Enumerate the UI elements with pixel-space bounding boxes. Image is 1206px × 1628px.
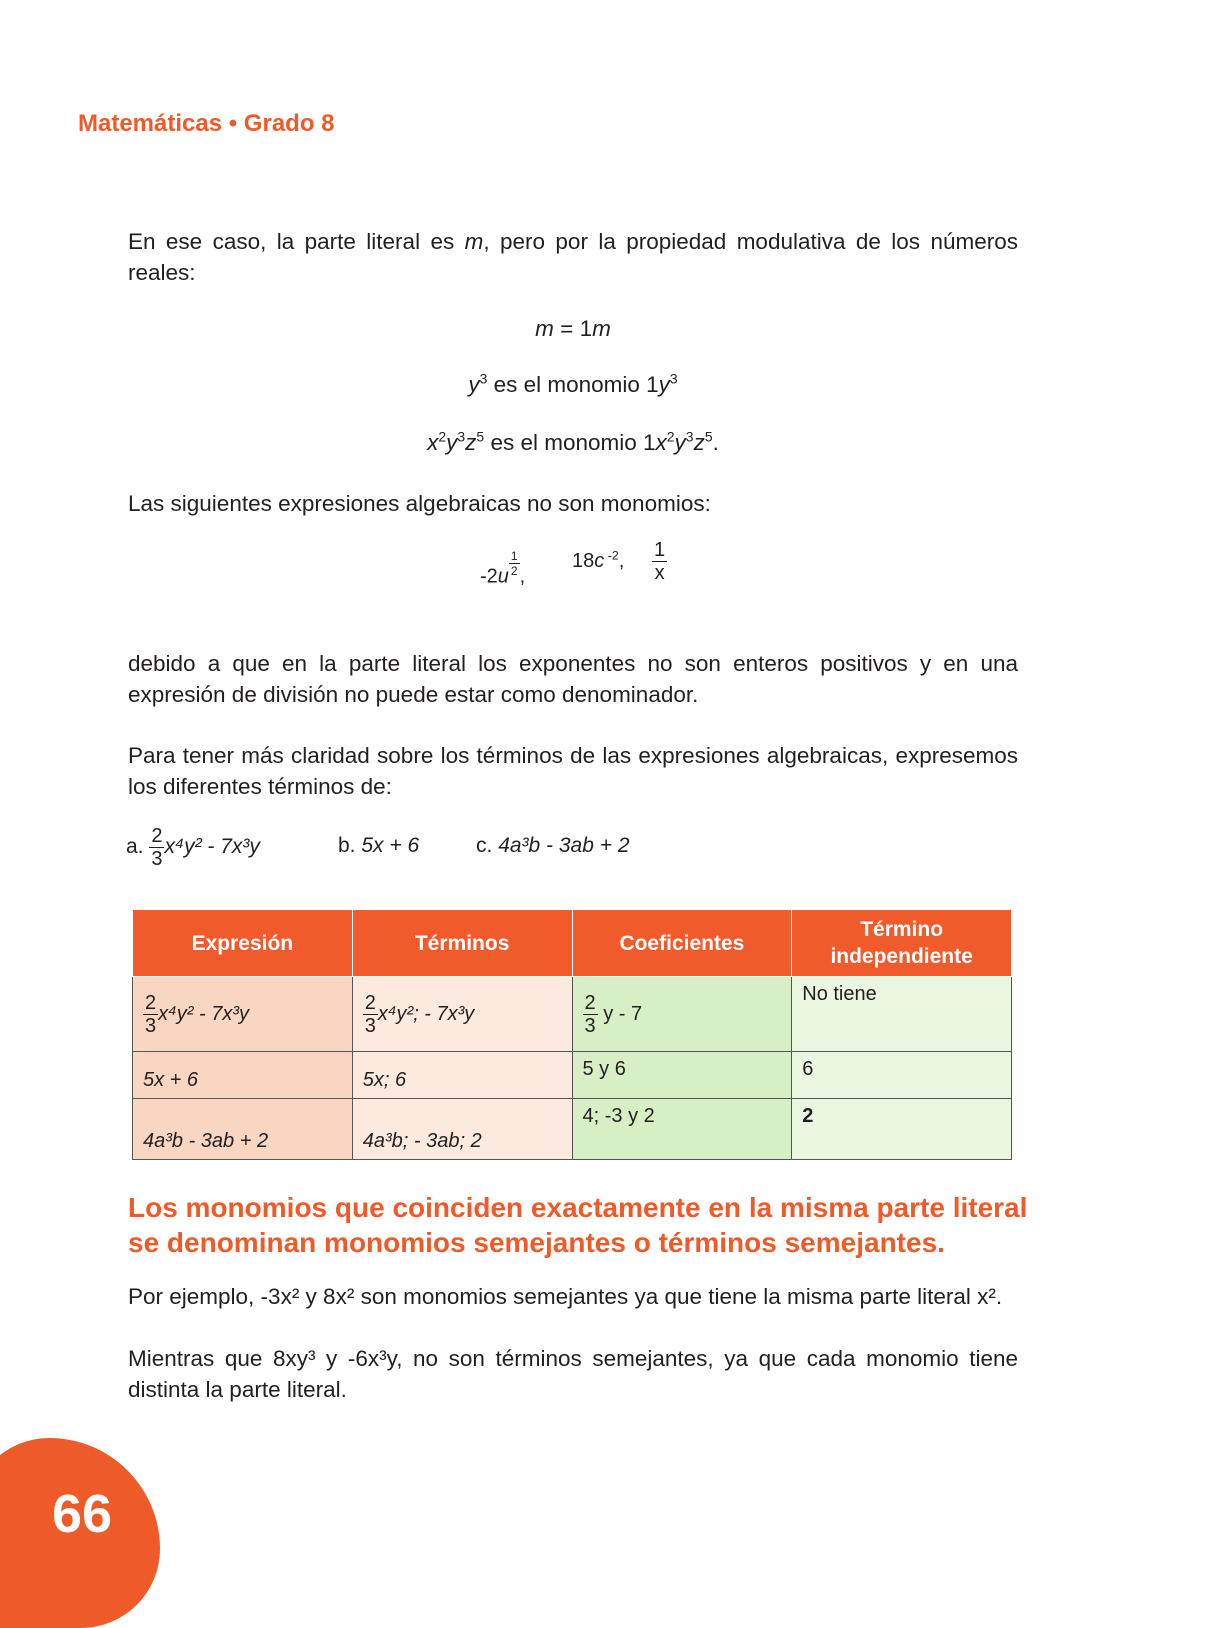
table-cell-expression: 4a³b - 3ab + 2 bbox=[133, 1099, 353, 1160]
text-run: , pero por la propiedad modulativa de los números reales: bbox=[128, 229, 1018, 285]
table-row bbox=[133, 1099, 1012, 1160]
running-header: Matemáticas • Grado 8 bbox=[78, 110, 335, 137]
table-cell-independent: No tiene bbox=[792, 977, 1012, 1052]
paragraph-counterexample: Mientras que 8xy³ y -6x³y, no son términos semejantes, ya que cada monomio tiene distinta la parte literal. bbox=[128, 1346, 1018, 1402]
table-row bbox=[133, 977, 1012, 1052]
definition-callout: Los monomios que coinciden exactamente en la misma parte literal se denominan monomios semejantes o términos semejantes. bbox=[128, 1192, 1028, 1258]
col-header-coefficients: Coeficientes bbox=[572, 910, 792, 977]
paragraph-non-monomials: Las siguientes expresiones algebraicas no son monomios: bbox=[128, 491, 711, 516]
paragraph-example: Por ejemplo, -3x² y 8x² son monomios semejantes ya que tiene la misma parte literal x². bbox=[128, 1284, 1003, 1309]
terms-table bbox=[132, 909, 1012, 1160]
non-monomial-1: -2u $\frac{1}{2}$ , bbox=[480, 549, 526, 588]
col-header-independent-term: Término independiente bbox=[792, 910, 1012, 977]
paragraph-intro bbox=[128, 226, 1018, 288]
table-cell-coefficients: 4; -3 y 2 bbox=[572, 1099, 792, 1160]
table-cell-coefficients: $\frac{2}{3}$ y - 7 bbox=[572, 977, 792, 1052]
table-row bbox=[133, 1052, 1012, 1099]
paragraph-explanation: debido a que en la parte literal los exponentes no son enteros positivos y en una expresión de división no puede estar como denominador. bbox=[128, 651, 1018, 707]
table-cell-independent: 6 bbox=[792, 1052, 1012, 1099]
exercise-a: a. $\frac{2}{3}$ x⁴y² - 7x³y bbox=[126, 825, 260, 870]
table-header-row bbox=[133, 910, 1012, 977]
table-cell-expression: $\frac{2}{3}$ x⁴y² - 7x³y bbox=[133, 977, 353, 1052]
text-run: En ese caso, la parte literal es bbox=[128, 229, 465, 254]
table-cell-terms: 5x; 6 bbox=[352, 1052, 572, 1099]
table-cell-expression: 5x + 6 bbox=[133, 1052, 353, 1099]
table-cell-terms: 4a³b; - 3ab; 2 bbox=[352, 1099, 572, 1160]
non-monomial-2: 18c $^{-2}$, bbox=[572, 548, 625, 572]
table-cell-independent: 2 bbox=[792, 1099, 1012, 1160]
non-monomial-3: $\frac{1}{x}$ bbox=[654, 539, 666, 584]
col-header-expression: Expresión bbox=[133, 910, 353, 977]
exercise-b: b. 5x + 6 bbox=[338, 834, 420, 857]
variable: m bbox=[464, 229, 484, 254]
table-cell-coefficients: 5 y 6 bbox=[572, 1052, 792, 1099]
equation-m: m = 1m bbox=[535, 316, 611, 341]
table-cell-terms: $\frac{2}{3}$ x⁴y²; - 7x³y bbox=[352, 977, 572, 1052]
exercise-c: c. 4a³b - 3ab + 2 bbox=[476, 834, 630, 857]
equation-xyz: $x^2y^3z^5$ es el monomio $1x^2y^3z^5$. bbox=[427, 428, 719, 455]
paragraph-clarity: Para tener más claridad sobre los términos de las expresiones algebraicas, expresemos los diferentes términos de: bbox=[128, 743, 1018, 799]
page-number: 66 bbox=[52, 1484, 113, 1544]
equation-y3: $y^3$ es el monomio $1y^3$ bbox=[468, 370, 678, 397]
col-header-terms: Términos bbox=[352, 910, 572, 977]
